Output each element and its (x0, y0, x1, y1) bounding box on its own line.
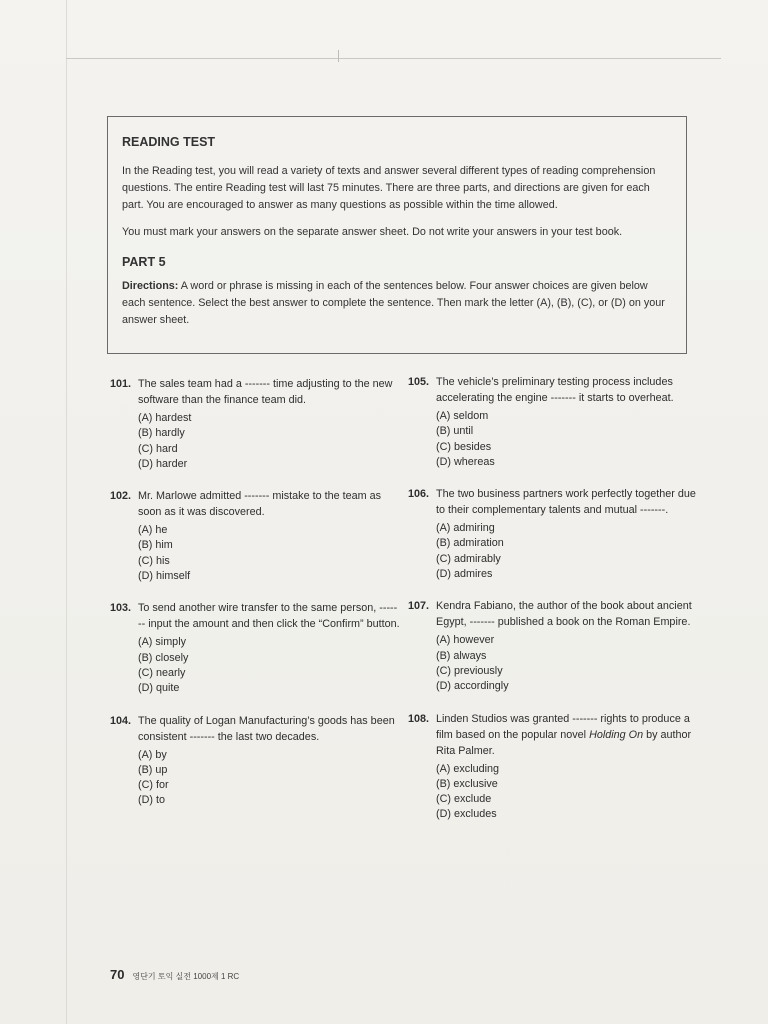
book-title-italic: Holding On (589, 728, 644, 741)
answer-option[interactable]: (D) to (138, 794, 165, 807)
reading-test-instructions-box (107, 116, 687, 354)
answer-option[interactable]: (A) admiring (436, 522, 495, 535)
question-column-right (408, 374, 698, 839)
directions (122, 278, 672, 329)
answer-option[interactable]: (A) by (138, 748, 167, 761)
answer-option[interactable]: (B) exclusive (436, 777, 498, 790)
question-stem: The quality of Logan Manufacturing’s goods has been consistent ------- the last two decades. (138, 714, 395, 743)
reading-test-heading: READING TEST (122, 135, 216, 149)
part-heading: PART 5 (122, 255, 166, 269)
answer-option[interactable]: (D) quite (138, 682, 180, 695)
page-footer (110, 967, 239, 982)
answer-option[interactable]: (D) whereas (436, 455, 495, 468)
answer-option[interactable]: (D) harder (138, 457, 188, 470)
question-stem: Kendra Fabiano, the author of the book about ancient Egypt, ------- published a book on the Roman Empire. (436, 600, 692, 629)
answer-option[interactable]: (D) himself (138, 570, 191, 583)
answer-option[interactable]: (A) seldom (436, 410, 489, 422)
page-number: 70 (110, 967, 125, 982)
question-stem: The vehicle’s preliminary testing process includes accelerating the engine ------- it starts to overheat. (436, 376, 674, 404)
question-number: 106. (408, 488, 430, 501)
page-edge-shadow (66, 0, 67, 1024)
header-rule (66, 58, 721, 59)
answer-option[interactable]: (B) until (436, 425, 474, 438)
directions-text: A word or phrase is missing in each of the sentences below. Four answer choices are given below each sentence. Select the best answer to complete the sentence. Then mark the letter (A), (B), (C), or (D) on your answer sheet. (122, 280, 665, 326)
question-105 (408, 374, 698, 470)
question-number: 101. (110, 378, 132, 390)
answer-option[interactable]: (D) admires (436, 568, 493, 581)
question-number: 105. (408, 376, 430, 388)
answer-option[interactable]: (C) previously (436, 664, 503, 677)
question-number: 108. (408, 712, 430, 725)
answer-option[interactable]: (C) besides (436, 440, 492, 453)
answer-option[interactable]: (B) admiration (436, 537, 504, 550)
question-number: 107. (408, 600, 430, 613)
question-104 (110, 713, 400, 809)
answer-option[interactable]: (A) excluding (436, 762, 500, 775)
directions-label: Directions: (122, 280, 179, 292)
book-title: 영단기 토익 실전 1000제 1 RC (132, 972, 240, 981)
answer-option[interactable]: (C) nearly (138, 666, 186, 679)
question-number: 104. (110, 714, 132, 727)
question-stem (436, 711, 698, 759)
question-102 (110, 488, 400, 584)
question-stem: The two business partners work perfectly together due to their complementary talents and mutual -------. (436, 488, 696, 517)
question-107 (408, 598, 698, 694)
question-stem: To send another wire transfer to the same person, ------- input the amount and then click the “Confirm” button. (138, 602, 400, 631)
question-number: 103. (110, 602, 132, 615)
answer-option[interactable]: (A) hardest (138, 412, 192, 424)
answer-option[interactable]: (A) he (138, 524, 168, 537)
answer-option[interactable]: (C) admirably (436, 552, 501, 565)
reading-test-description: In the Reading test, you will read a variety of texts and answer several different types of reading comprehension questions. The entire Reading test will last 75 minutes. There are three parts, and directions are given for each part. You are encouraged to answer as many questions as possible within the time allowed. (122, 165, 656, 211)
answer-option[interactable]: (D) excludes (436, 808, 497, 821)
question-101 (110, 376, 400, 472)
question-stem: The sales team had a ------- time adjusting to the new software than the finance team did. (138, 378, 393, 406)
answer-option[interactable]: (B) him (138, 539, 173, 552)
answer-option[interactable]: (B) always (436, 649, 487, 662)
answer-option[interactable]: (B) hardly (138, 427, 185, 440)
answer-sheet-note: You must mark your answers on the separate answer sheet. Do not write your answers in your test book. (122, 226, 623, 238)
question-103 (110, 600, 400, 696)
question-column-left (110, 376, 400, 825)
answer-option[interactable]: (C) for (138, 779, 169, 792)
header-tick (338, 50, 339, 62)
question-number: 102. (110, 490, 132, 503)
answer-option[interactable]: (C) his (138, 554, 170, 567)
question-108 (408, 711, 698, 823)
answer-option[interactable]: (B) closely (138, 651, 189, 664)
answer-option[interactable]: (B) up (138, 763, 168, 776)
answer-option[interactable]: (C) hard (138, 442, 178, 455)
question-106 (408, 486, 698, 582)
answer-option[interactable]: (C) exclude (436, 793, 492, 806)
answer-option[interactable]: (D) accordingly (436, 680, 509, 693)
question-stem: Mr. Marlowe admitted ------- mistake to the team as soon as it was discovered. (138, 490, 381, 519)
stem-text: by author Rita Palmer. (436, 728, 692, 757)
stem-text: Linden Studios was granted ------- rights to produce a film based on the popular novel (436, 712, 690, 741)
answer-option[interactable]: (A) however (436, 634, 495, 647)
answer-option[interactable]: (A) simply (138, 636, 186, 649)
